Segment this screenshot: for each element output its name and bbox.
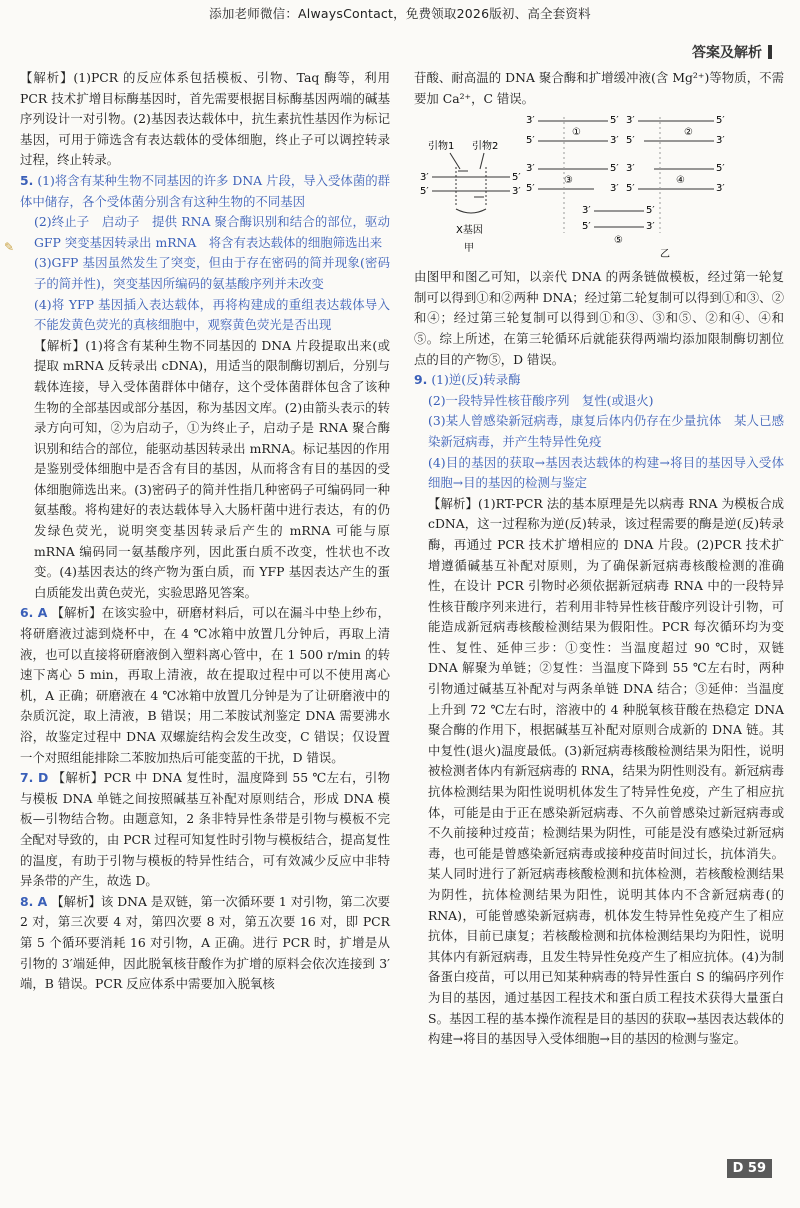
b3-end-d: 3′ <box>610 183 619 195</box>
q8-block <box>20 892 390 995</box>
circle-2: ② <box>684 127 693 139</box>
right-paragraph-1: 苷酸、耐高温的 DNA 聚合酶和扩增缓冲液(含 Mg²⁺)等物质，不需要加 Ca²⁺，C 错误。 <box>414 70 784 106</box>
b2-end-d: 3′ <box>716 135 725 147</box>
q5-answer-1 <box>20 171 390 212</box>
q8-explanation: 【解析】该 DNA 是双链，第一次循环要 1 对引物，第二次要 2 对，第三次要 4 对，第四次要 8 对，第五次要 16 对，即 PCR 第 5 个循环要消耗 16 对引物，A 正确。进行 PCR 时，扩增是从引物的 3′端延伸，因此脱氧核苷酸作为扩增的原料会依次连接到 3′端，B 错误。PCR 反应体系中需要加入脱氧核 <box>20 893 390 992</box>
circle-4: ④ <box>676 175 685 187</box>
b3-end-c: 5′ <box>526 183 535 195</box>
circle-5: ⑤ <box>614 235 623 247</box>
q5-answer-2: (2)终止子 启动子 提供 RNA 聚合酶识别和结合的部位，驱动 GFP 突变基因转录出 mRNA 将含有表达载体的细胞筛选出来 <box>34 214 390 250</box>
figure-b <box>526 115 725 260</box>
fig-a-end-5-top: 5′ <box>512 172 521 184</box>
q7-number: 7. D <box>20 770 49 786</box>
pcr-diagram-svg <box>414 113 784 261</box>
x-gene-label: X基因 <box>456 225 483 237</box>
left-column <box>20 68 390 995</box>
b4-end-c: 5′ <box>626 183 635 195</box>
b1-end-c: 5′ <box>526 135 535 147</box>
q8-number: 8. A <box>20 893 48 909</box>
figure-a <box>420 139 521 254</box>
right-column <box>414 68 784 1050</box>
b5-end-c: 5′ <box>582 221 591 233</box>
q9-a1-text: (1)逆(反)转录酶 <box>431 372 521 388</box>
top-banner: 添加老师微信：AlwaysContact，免费领取2026版初、高全套资料 <box>209 6 591 21</box>
q5-number: 5. <box>20 172 34 188</box>
b2-end-b: 5′ <box>716 115 725 127</box>
primer2-label: 引物2 <box>472 141 499 153</box>
q9-answer-2: (2)一段特异性核苷酸序列 复性(或退火) <box>428 392 654 408</box>
fig-a-end-5-bot: 5′ <box>420 186 429 198</box>
q7-explanation: 【解析】PCR 中 DNA 复性时，温度降到 55 ℃左右，引物与模板 DNA 单链之间按照碱基互补配对原则结合，形成 DNA 模板—引物结合物。由题意知，2 条非特异性条带是引物与模板不完全配对导致的，由 PCR 过程可知复性时引物与模板结合，提高复性的温度，有助于引物与模板的特异性结合，可有效减少反应中非特异条带的产生，故选 D。 <box>20 770 390 889</box>
q6-block <box>20 603 390 768</box>
header-title: 答案及解析 <box>692 45 762 61</box>
fig-a-caption: 甲 <box>464 243 474 255</box>
q6-explanation: 【解析】在该实验中，研磨材料后，可以在漏斗中垫上纱布，将研磨液过滤到烧杯中，在 4 ℃冰箱中放置几分钟后，再取上清液，也可以直接将研磨液倒入塑料离心管中，在 1 500 r/min 的转速下离心 5 min，再取上清液，故在提取过程中可以不使用离心机，A 正确；研磨液在 4 ℃冰箱中放置几分钟是为了让研磨液中的杂质沉淀，取上清液，B 错误；用二苯胺试剂鉴定 DNA 需要沸水浴，故鉴定过程中 DNA 双螺旋结构会发生改变，C 错误；仅设置一个对照组能排除二苯胺加热后可能变蓝的干扰，D 错误。 <box>20 605 391 765</box>
right-paragraph-2: 由图甲和图乙可知，以亲代 DNA 的两条链做模板，经过第一轮复制可以得到①和②两种 DNA；经过第二轮复制可以得到①和③、②和④；经过第三轮复制可以得到①和③、③和⑤、②和④、④和⑤。综上所述，在第三轮循环后就能获得两端均添加限制酶切割位点的目的产物⑤，D 错误。 <box>414 269 784 367</box>
b1-end-d: 3′ <box>610 135 619 147</box>
b2-end-c: 5′ <box>626 135 635 147</box>
b3-end-a: 3′ <box>526 163 535 175</box>
b5-end-b: 5′ <box>646 205 655 217</box>
q9-explanation: 【解析】(1)RT-PCR 法的基本原理是先以病毒 RNA 为模板合成 cDNA，这一过程称为逆(反)转录，该过程需要的酶是逆(反)转录酶，再通过 PCR 技术扩增相应的 DNA 片段。(2)PCR 技术扩增遵循碱基互补配对原则，为了确保新冠病毒核酸检测的准确性，在设计 PCR 引物时必须依据新冠病毒 RNA 中的一段特异性核苷酸序列来进行，若利用非特异性核苷酸序列设计引物，可能造成新冠病毒核酸检测结果为假阳性。PCR 每次循环均为变性、复性、延伸三步：①变性：当温度超过 90 ℃时，双链 DNA 解聚为单链；②复性：当温度下降到 55 ℃左右时，两种引物通过碱基互补配对与两条单链 DNA 结合；③延伸：当温度上升到 72 ℃左右时，溶液中的 4 种脱氧核苷酸在热稳定 DNA 聚合酶的作用下，根据碱基互补配对原则合成新的 DNA 链。其中复性(退火)温度最低。(3)新冠病毒核酸检测结果为阳性，说明被检测者体内有新冠病毒的 RNA，结果为阴性则没有。新冠病毒抗体检测结果为阳性说明机体发生了特异性免疫，产生了相应抗体，可能是由于正在感染新冠病毒、不久前曾感染过新冠病毒或不久前接种过疫苗；检测结果为阴性，可能是没有感染过新冠病毒，也可能是曾感染新冠病毒或接种疫苗时间过长，抗体消失。某人同时进行了新冠病毒核酸检测和抗体检测，若核酸检测结果为阴性，抗体检测结果为阳性，说明其体内不含新冠病毒(的 RNA)，可能曾感染新冠病毒，机体发生特异性免疫产生了相应抗体，目前已康复；若核酸检测和抗体检测结果均为阳性，说明其体内有新冠病毒，且发生特异性免疫产生了相应抗体。(4)为制备蛋白疫苗，可以用已知某种病毒的特异性蛋白 S 的编码序列作为目的基因，通过基因工程技术和蛋白质工程技术获得大量蛋白 S。基因工程的基本操作流程是目的基因的获取→基因表达载体的构建→将目的基因导入受体细胞→目的基因的检测与鉴定。 <box>428 495 784 1047</box>
fig-a-end-3-bot: 3′ <box>512 186 521 198</box>
b1-end-a: 3′ <box>526 115 535 127</box>
pcr-diagram <box>414 113 784 261</box>
b5-end-d: 3′ <box>646 221 655 233</box>
q9-answer-1 <box>414 370 784 391</box>
page-header <box>692 42 772 62</box>
q5-explanation: 【解析】(1)将含有某种生物不同基因的 DNA 片段提取出来(或提取 mRNA 反转录出 cDNA)，用适当的限制酶切割后，分别与载体连接，导入受体菌群体中储存，这个受体菌群体包含了该种生物的全部基因或部分基因，称为基因文库。(2)由箭头表示的转录方向可知，②为启动子，①为终止子，启动子是 RNA 聚合酶识别和结合的部位，能驱动基因转录出 mRNA。标记基因的作用是鉴别受体细胞中是否含有目的基因，从而将含有目的基因的受体细胞筛选出来。(3)密码子的简并性指几种密码子可编码同一种氨基酸。将构建好的表达载体导入大肠杆菌中进行表达，有的仍发绿色荧光，说明突变基因转录后产生的 mRNA 可能与原 mRNA 编码同一氨基酸序列，因此蛋白质不改变，性状也不改变。(4)基因表达的终产物为蛋白质，而 YFP 基因表达产生的蛋白质能发出黄色荧光，实验思路见答案。 <box>34 337 390 600</box>
b4-end-a: 3′ <box>626 163 635 175</box>
q9-answer-3: (3)某人曾感染新冠病毒，康复后体内仍存在少量抗体 某人已感染新冠病毒，并产生特异性免疫 <box>428 413 784 449</box>
circle-3: ③ <box>564 175 573 187</box>
b3-end-b: 5′ <box>610 163 619 175</box>
header-bar <box>768 45 772 59</box>
fig-a-end-3-top: 3′ <box>420 172 429 184</box>
q9-answer-4: (4)目的基因的获取→基因表达载体的构建→将目的基因导入受体细胞→目的基因的检测与鉴定 <box>428 454 784 491</box>
b4-end-b: 5′ <box>716 163 725 175</box>
q5-answer-4: (4)将 YFP 基因插入表达载体，再将构建成的重组表达载体导入不能发黄色荧光的真核细胞中，观察黄色荧光是否出现 <box>34 296 390 333</box>
q6-number: 6. A <box>20 605 48 621</box>
left-paragraph-1: 【解析】(1)PCR 的反应体系包括模板、引物、Taq 酶等，利用 PCR 技术扩增目标酶基因时，首先需要根据目标酶基因两端的碱基序列设计一对引物。(2)基因表达载体中，抗生素抗性基因作为标记基因，可用于筛选含有表达载体的受体细胞，终止子可以调控转录过程，终止转录。 <box>20 70 390 168</box>
b4-end-d: 3′ <box>716 183 725 195</box>
q5-a1-text: (1)将含有某种生物不同基因的许多 DNA 片段，导入受体菌的群体中储存，各个受体菌分别含有这种生物的不同基因 <box>20 172 390 209</box>
fig-b-caption: 乙 <box>660 249 670 261</box>
primer1-label: 引物1 <box>428 141 455 153</box>
circle-1: ① <box>572 127 581 139</box>
q7-block <box>20 768 390 892</box>
q9-number: 9. <box>414 372 428 388</box>
page-number-badge: D 59 <box>727 1159 772 1178</box>
b5-end-a: 3′ <box>582 205 591 217</box>
margin-mark: ✎ <box>4 240 15 254</box>
b1-end-b: 5′ <box>610 115 619 127</box>
b2-end-a: 3′ <box>626 115 635 127</box>
q5-answer-3: (3)GFP 基因虽然发生了突变，但由于存在密码的简并现象(密码子的简并性)，突变基因所编码的氨基酸序列并未改变 <box>34 255 390 291</box>
